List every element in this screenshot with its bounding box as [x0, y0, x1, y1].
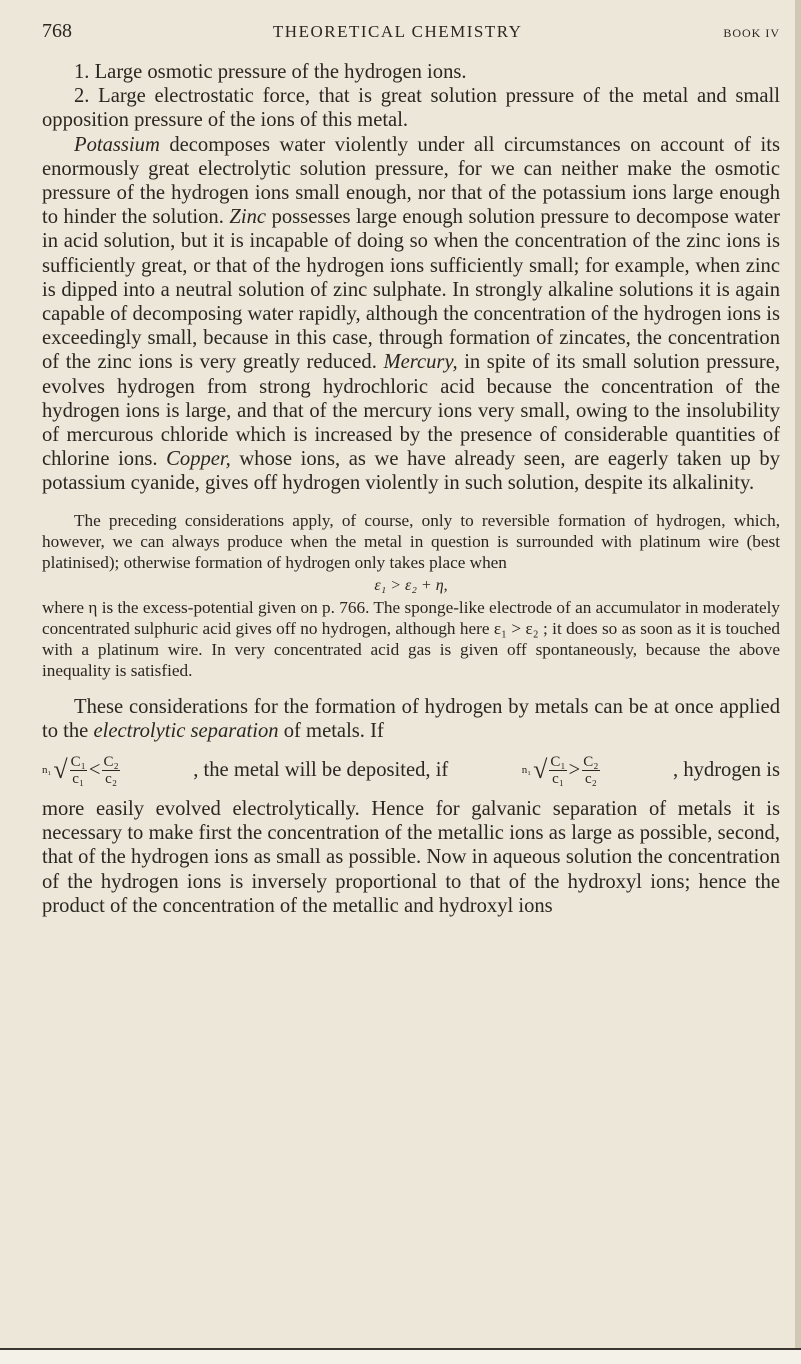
page-edge-shadow	[795, 0, 801, 1364]
less-than-sign: <	[88, 758, 101, 781]
term-electrolytic-separation: electrolytic separation	[93, 719, 279, 742]
hydrogen-text: , hydrogen is	[673, 758, 780, 781]
page-body	[42, 60, 780, 918]
separation-text-end: of metals. If	[278, 719, 384, 742]
list-item-1: 1. Large osmotic pressure of the hydrogen ions.	[74, 61, 467, 83]
denominator: c₂	[105, 770, 118, 787]
page-number: 768	[42, 20, 72, 42]
denominator: c₁	[72, 770, 85, 787]
root-expression-greater	[522, 754, 600, 787]
zinc-text: possesses large enough solution pressure to decompose water in acid solution, but it is incapable of doing so when the concentration of the zinc ions is sufficiently great, or that of the hydrogen ions sufficiently small; for example, when zinc is dipped into a neutral solution of zinc sulphate. In strongly alkaline solutions it is again capable of decomposing water rapidly, although the concentration of the hydrogen ions is exceedingly small, because in this case, through formation of zincates, the concentration of the zinc ions is very greatly reduced.	[42, 206, 780, 374]
running-title: THEORETICAL CHEMISTRY	[272, 22, 523, 41]
denominator: c₁	[552, 770, 564, 787]
greater-than-sign: >	[568, 758, 581, 781]
root-condition-line	[42, 745, 780, 795]
paragraph-galvanic: more easily evolved electrolytically. Hence for galvanic separation of metals it is necessary to make first the concentration of the metallic ions as large as possible, second, that of the hydrogen ions as small as possible. Now in aqueous solution the concentration of the hydrogen ions is inversely proportional to that of the hydroxyl ions; hence the product of the concentration of the metallic and hydroxyl ions	[42, 798, 780, 917]
fraction-C1-c1	[70, 754, 87, 787]
paragraph-metals	[42, 133, 780, 496]
section-gap	[42, 496, 780, 510]
book-label: BOOK IV	[723, 26, 780, 40]
radical-sign: √	[533, 755, 548, 785]
copper-text: whose ions, as we have already seen, are eagerly taken up by potassium cyanide, gives off hydrogen violently in such solution, despite its alkalinity.	[42, 448, 780, 495]
paragraph-separation	[42, 695, 780, 743]
numerator: C₂	[103, 753, 119, 770]
numerator: C₁	[550, 753, 566, 770]
numerator: C₂	[583, 753, 599, 770]
separation-text-start: These considerations for the formation of hydrogen by metals can be at once applied to the	[42, 695, 780, 742]
term-copper: Copper,	[166, 448, 231, 471]
small-paragraph-1: The preceding considerations apply, of course, only to reversible formation of hydrogen, which, however, we can always produce when the metal in question is surrounded with platinum wire (best platinised); otherwise formation of hydrogen only takes place when	[42, 510, 780, 572]
radical-sign: √	[53, 755, 68, 785]
term-zinc: Zinc	[229, 206, 267, 229]
running-header	[42, 20, 780, 50]
root-expression-less	[42, 754, 120, 787]
term-potassium: Potassium	[74, 133, 160, 156]
page-bottom-edge	[0, 1348, 801, 1364]
mercury-text: in spite of its small solution pressure, evolves hydrogen from strong hydrochloric acid because the concentration of the hydrogen ions is large, and that of the mercury ions very small, owing to the insolubility of mercurous chloride which is increased by the presence of considerable quantities of chlorine ions.	[42, 351, 780, 471]
section-gap-2	[42, 681, 780, 695]
root-index: n₁	[42, 764, 52, 777]
root-index: n₁	[521, 764, 532, 777]
small-paragraph-2: where η is the excess-potential given on p. 766. The sponge-like electrode of an accumulator in moderately concentrated sulphuric acid gives off no hydrogen, although here ε₁ > ε₂ ; it does so as soon as it is touched with a platinum wire. In very concentrated acid gas is given off spontaneously, because the above inequality is satisfied.	[42, 597, 780, 680]
list-item-2: 2. Large electrostatic force, that is great solution pressure of the metal and small opposition pressure of the ions of this metal.	[42, 85, 780, 132]
deposit-text: , the metal will be deposited, if	[193, 758, 449, 781]
potassium-text: decomposes water violently under all circumstances on account of its enormously great electrolytic solution pressure, for we can neither make the osmotic pressure of the hydrogen ions small enough, nor that of the potassium ions large enough to hinder the solution.	[42, 133, 780, 229]
fraction-C2-c2	[582, 754, 599, 787]
denominator: c₂	[584, 770, 597, 787]
fraction-C1-c1	[549, 754, 566, 787]
term-mercury: Mercury,	[383, 351, 458, 374]
fraction-C2-c2	[102, 754, 119, 787]
numerator: C₁	[70, 753, 86, 770]
inequality-formula: ε₁ > ε₂ + η,	[374, 576, 448, 594]
